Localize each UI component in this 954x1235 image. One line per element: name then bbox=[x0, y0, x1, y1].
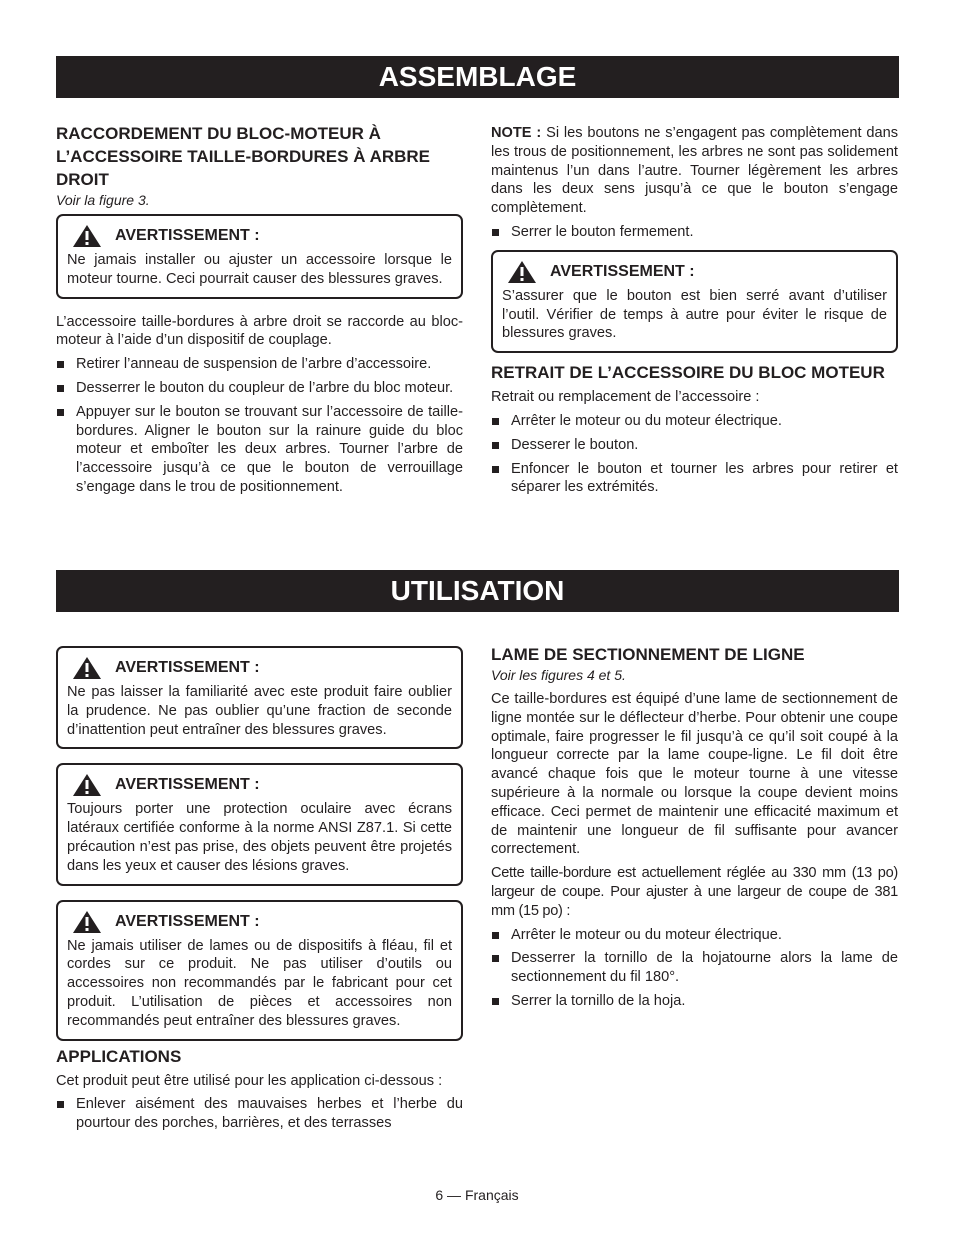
paragraph: Cet produit peut être utilisé pour les application ci-dessous : bbox=[56, 1072, 443, 1089]
warning-box bbox=[56, 214, 463, 299]
section-banner-utilisation: UTILISATION bbox=[56, 570, 899, 612]
utilisation-right-column bbox=[491, 643, 898, 1016]
paragraph: Cette taille-bordure est actuellement réglée au 330 mm (13 po) largeur de coupe. Pour ajuster à une largeur de coupe de 381 mm (15 po) : bbox=[491, 865, 898, 919]
warning-title: AVERTISSEMENT : bbox=[115, 912, 260, 930]
bullet-icon bbox=[57, 409, 64, 416]
warning-box bbox=[56, 763, 463, 885]
warning-header bbox=[67, 773, 452, 797]
section-heading: LAME DE SECTIONNEMENT DE LIGNE bbox=[491, 645, 805, 664]
assemblage-right-column bbox=[491, 124, 898, 502]
list-item: Appuyer sur le bouton se trouvant sur l’accessoire de taille-bordures. Aligner le bouton sur la rainure guide du bloc moteur et emboîter les deux arbres. Tourner l’arbre de l’accessoire jusqu’à ce que le bouton de verrouillage s’engage dans le trou de positionnement. bbox=[56, 403, 463, 497]
note-paragraph bbox=[491, 124, 898, 218]
warning-header bbox=[67, 910, 452, 934]
figure-reference: Voir la figure 3. bbox=[56, 192, 150, 208]
warning-triangle-icon bbox=[72, 910, 102, 934]
section-heading: RACCORDEMENT DU BLOC-MOTEUR À L’ACCESSOIRE TAILLE-BORDURES À ARBRE DROIT bbox=[56, 124, 431, 189]
warning-text: Ne pas laisser la familiarité avec este produit faire oublier la prudence. Ne pas oublier qu’une fraction de seconde d’inattention peut entraîner des blessures graves. bbox=[67, 684, 452, 738]
bullet-icon bbox=[57, 361, 64, 368]
warning-triangle-icon bbox=[72, 224, 102, 248]
list-item: Arrêter le moteur ou du moteur électrique. bbox=[491, 412, 898, 431]
warning-box bbox=[56, 900, 463, 1041]
warning-box bbox=[491, 250, 898, 353]
warning-triangle-icon bbox=[507, 260, 537, 284]
section-heading: RETRAIT DE L’ACCESSOIRE DU BLOC MOTEUR bbox=[491, 363, 885, 383]
section-heading: APPLICATIONS bbox=[56, 1046, 182, 1066]
list-item: Desserrer le bouton du coupleur de l’arbre du bloc moteur. bbox=[56, 379, 463, 398]
utilisation-left-column bbox=[56, 646, 463, 1138]
warning-text: S’assurer que le bouton est bien serré avant d’utiliser l’outil. Vérifier de temps à autre pour éviter le risque de blessures graves. bbox=[502, 287, 887, 342]
list-item: Desserrer la tornillo de la hojatourne alors la lame de sectionnement du fil 180°. bbox=[491, 949, 898, 987]
list-item: Retirer l’anneau de suspension de l’arbre d’accessoire. bbox=[56, 355, 463, 374]
list-item: Desserer le bouton. bbox=[491, 436, 898, 455]
warning-text: Toujours porter une protection oculaire avec écrans latéraux certifiée conforme à la norme ANSI Z87.1. Si cette précaution n’est pas prise, des objets peuvent être projetés dans les yeux et causer des lésions graves. bbox=[67, 801, 452, 874]
figure-reference: Voir les figures 4 et 5. bbox=[491, 667, 626, 683]
warning-header bbox=[502, 260, 887, 284]
warning-title: AVERTISSEMENT : bbox=[115, 227, 260, 244]
list-item: Enfoncer le bouton et tourner les arbres pour retirer et séparer les extrémités. bbox=[491, 460, 898, 498]
warning-title: AVERTISSEMENT : bbox=[115, 659, 260, 676]
bullet-icon bbox=[492, 229, 499, 236]
paragraph: L’accessoire taille-bordures à arbre droit se raccorde au bloc-moteur à l’aide d’un dispositif de couplage. bbox=[56, 313, 463, 349]
warning-header bbox=[67, 656, 452, 680]
bullet-icon bbox=[492, 466, 499, 473]
bullet-icon bbox=[57, 385, 64, 392]
bullet-icon bbox=[492, 418, 499, 425]
note-label: NOTE : bbox=[491, 125, 542, 141]
bullet-icon bbox=[57, 1101, 64, 1108]
bullet-icon bbox=[492, 955, 499, 962]
warning-triangle-icon bbox=[72, 773, 102, 797]
paragraph: Ce taille-bordures est équipé d’une lame de sectionnement de ligne montée sur le déflecteur d’herbe. Pour obtenir une coupe optimale, faire progresser le fil jusqu’à ce qu’il soit coupé à la longueur correcte par la lame coupe-ligne. Le fil doit être avancé chaque fois que le moteur tourne à une vitesse supérieure à la normale ou lorsque la coupe devient moins efficace. Ceci permet de maintenir une efficacité maximum et de maintenir une longueur de fil suffisante pour avancer correctement. bbox=[491, 691, 898, 858]
paragraph: Retrait ou remplacement de l’accessoire : bbox=[491, 389, 760, 406]
note-text: Si les boutons ne s’engagent pas complètement dans les trous de positionnement, les arbres ne sont pas solidement maintenus l’un dans l’autre. Tourner légèrement les arbres dans les deux sens jusqu’à ce que le bouton s’engage complètement. bbox=[491, 125, 898, 217]
assemblage-left-column bbox=[56, 122, 463, 502]
list-item: Serrer la tornillo de la hoja. bbox=[491, 992, 898, 1011]
warning-text: Ne jamais utiliser de lames ou de dispositifs à fléau, fil et cordes sur ce produit. Ne pas utiliser d’outils ou accessoires non recommandés par le fabricant pour cet produit. L’utilisation de pièces et accessoires non recommandés peut entraîner des blessures graves. bbox=[67, 937, 452, 1029]
page-footer: 6 — Français bbox=[435, 1187, 519, 1203]
warning-title: AVERTISSEMENT : bbox=[115, 776, 260, 794]
warning-triangle-icon bbox=[72, 656, 102, 680]
warning-box bbox=[56, 646, 463, 749]
bullet-icon bbox=[492, 932, 499, 939]
list-item: Arrêter le moteur ou du moteur électrique. bbox=[491, 926, 898, 945]
warning-title: AVERTISSEMENT : bbox=[550, 262, 695, 280]
list-item: Serrer le bouton fermement. bbox=[491, 223, 898, 242]
bullet-icon bbox=[492, 998, 499, 1005]
warning-text: Ne jamais installer ou ajuster un accessoire lorsque le moteur tourne. Ceci pourrait causer des blessures graves. bbox=[67, 252, 452, 287]
section-banner-assemblage: ASSEMBLAGE bbox=[56, 56, 899, 98]
list-item: Enlever aisément des mauvaises herbes et l’herbe du pourtour des porches, barrières, et des terrasses bbox=[56, 1095, 463, 1133]
bullet-icon bbox=[492, 442, 499, 449]
warning-header bbox=[67, 224, 452, 248]
